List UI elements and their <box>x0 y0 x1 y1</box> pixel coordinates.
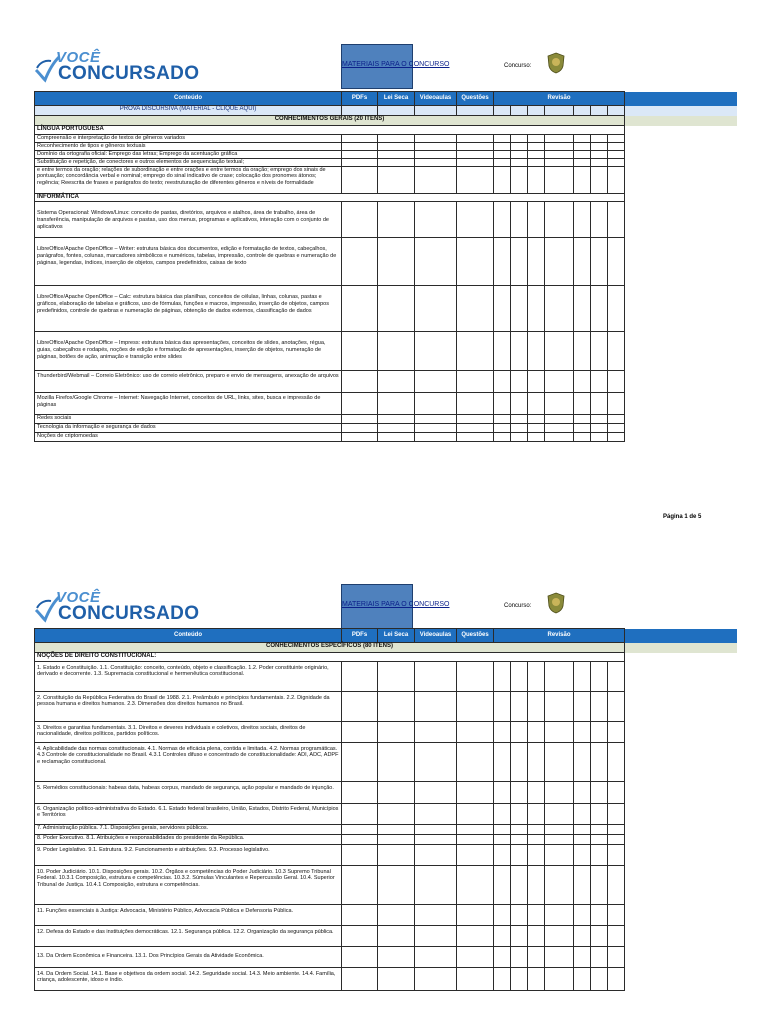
brand-line1: VOCÊ <box>56 589 101 606</box>
topic-cell: 12. Defesa do Estado e das instituições democráticas. 12.1. Segurança pública. 12.2. Organização da segurança pública. <box>35 925 342 946</box>
header-revisao: Revisão <box>494 629 625 643</box>
topic-cell: 2. Constituição da República Federativa do Brasil de 1988. 2.1. Preâmbulo e princípios fundamentais. 2.2. Dignidade da pessoa humana e direitos humanos. 2.3. Dimensões dos direitos humanos no Brasil. <box>35 691 342 721</box>
table-row <box>35 865 737 904</box>
topic-cell: e entre termos da oração; relações de subordinação e entre orações e entre termos da oração; emprego dos sinais de pontuação; concordância verbal e nominal; emprego do sinal indicativo de crase; colocação dos pronomes átonos; regência; Reescrita de frases e parágrafos do texto; reestruturação de diferentes gêneros e níveis de formalidade <box>35 166 342 193</box>
header-lei-seca: Lei Seca <box>378 629 415 643</box>
group-row <box>35 193 737 202</box>
material-link-box[interactable] <box>341 44 450 89</box>
table-row <box>35 415 737 424</box>
table-row <box>35 781 737 803</box>
concurso-label: Concurso: <box>504 63 532 69</box>
section-title-row <box>35 643 737 653</box>
table-row <box>35 834 737 844</box>
table-header-row <box>35 92 737 106</box>
table-row <box>35 433 737 442</box>
table-row <box>35 661 737 691</box>
header-pdfs: PDFs <box>342 629 378 643</box>
table-row <box>35 967 737 990</box>
topic-cell: 10. Poder Judiciário. 10.1. Disposições gerais. 10.2. Órgãos e competências do Poder Judiciário. 10.3 Supremo Tribunal Federal. 10.3.1 Composição, estrutura e competências. 10.3.2. Súmulas Vinculantes e Repercussão Geral. 10.4. Superior Tribunal de Justiça. 10.4.1 Composição, estrutura e competências. <box>35 865 342 904</box>
topic-cell: 1. Estado e Constituição. 1.1. Constituição: conceito, conteúdo, objeto e classificação. 1.2. Poder constituinte originário, derivado e decorrente. 1.3. Supremacia constitucional e hermenêutica constitucional. <box>35 661 342 691</box>
topic-cell: 11. Funções essenciais à Justiça: Advocacia, Ministério Público, Advocacia Pública e Defensoria Pública. <box>35 904 342 925</box>
material-link[interactable]: MATERIAIS PARA O CONCURSO <box>342 601 450 608</box>
table-row <box>35 332 737 371</box>
brand-line2: CONCURSADO <box>58 63 200 84</box>
topic-cell: Mozilla Firefox/Google Chrome – Internet: Navegação Internet, conceitos de URL, links, sites, busca e impressão de páginas <box>35 393 342 415</box>
header-pdfs: PDFs <box>342 92 378 106</box>
table-row <box>35 238 737 286</box>
header-revisao: Revisão <box>494 92 625 106</box>
section-title: CONHECIMENTOS GERAIS (20 ITENS) <box>35 116 625 126</box>
topic-cell: 14. Da Ordem Social. 14.1. Base e objetivos da ordem social. 14.2. Seguridade social. 14.3. Meio ambiente. 14.4. Família, criança, adolescente, idoso e índio. <box>35 967 342 990</box>
table-row <box>35 925 737 946</box>
topic-cell: Substituição e repetição, de conectores e outros elementos de sequenciação textual; <box>35 158 342 166</box>
header-videoaulas: Videoaulas <box>415 629 457 643</box>
badge-emblem-icon <box>547 52 565 74</box>
table-row <box>35 803 737 824</box>
topic-cell: Noções de criptomoedas <box>35 433 342 442</box>
group-name: NOÇÕES DE DIREITO CONSTITUCIONAL: <box>35 653 625 662</box>
badge-emblem-icon <box>547 592 565 614</box>
topic-cell: Compreensão e interpretação de textos de gêneros variados <box>35 134 342 142</box>
content-table-1 <box>34 91 737 442</box>
table-row <box>35 721 737 742</box>
brand-line1: VOCÊ <box>56 49 101 66</box>
page-number: Página 1 de 5 <box>663 514 702 520</box>
table-row <box>35 946 737 967</box>
topic-cell: Tecnologia da informação e segurança de dados <box>35 424 342 433</box>
topic-cell: 3. Direitos e garantias fundamentais. 3.1. Direitos e deveres individuais e coletivos, direitos sociais, direitos de nacionalidade, direitos políticos, partidos políticos. <box>35 721 342 742</box>
content-table-2 <box>34 628 737 991</box>
topic-cell: LibreOffice/Apache OpenOffice – Calc: estrutura básica das planilhas, conceitos de células, linhas, colunas, pastas e gráficos, elaboração de tabelas e gráficos, uso de fórmulas, funções e macros, impressão, inserção de objetos, campos predefinidos, controle de quebras e numeração de páginas, obtenção de dados externos, classificação de dados <box>35 286 342 332</box>
topic-cell: 9. Poder Legislativo. 9.1. Estrutura. 9.2. Funcionamento e atribuições. 9.3. Processo legislativo. <box>35 844 342 865</box>
topic-cell: 7. Administração pública. 7.1. Disposições gerais, servidores públicos. <box>35 824 342 834</box>
topic-cell: 6. Organização político-administrativa do Estado. 6.1. Estado federal brasileiro, União, Estados, Distrito Federal, Municípios e Territórios <box>35 803 342 824</box>
header-lei-seca: Lei Seca <box>378 92 415 106</box>
brand-line2: CONCURSADO <box>58 603 200 624</box>
header-videoaulas: Videoaulas <box>415 92 457 106</box>
table-row <box>35 150 737 158</box>
group-row <box>35 653 737 662</box>
topic-cell: Reconhecimento de tipos e gêneros textuais <box>35 142 342 150</box>
table-row <box>35 202 737 238</box>
topic-cell: Sistema Operacional: Windows/Linux: conceito de pastas, diretórios, arquivos e atalhos, área de trabalho, área de transferência, manipulação de arquivos e pastas, uso dos menus, programas e aplicativos, interação com o conjunto de aplicativos <box>35 202 342 238</box>
group-name: LÍNGUA PORTUGUESA <box>35 126 625 135</box>
topic-cell: LibreOffice/Apache OpenOffice – Impress: estrutura básica das apresentações, conceitos de slides, anotações, régua, guias, cabeçalhos e rodapés, noções de edição e formatação de apresentações, inserção de objetos, numeração de páginas, botões de ação, animação e transição entre slides <box>35 332 342 371</box>
table-row <box>35 904 737 925</box>
topic-cell: LibreOffice/Apache OpenOffice – Writer: estrutura básica dos documentos, edição e formatação de textos, cabeçalhos, parágrafos, fontes, colunas, marcadores simbólicos e numéricos, tabelas, impressão, controle de quebras e numeração de páginas, legendas, índices, inserção de objetos, campos predefinidos, caixas de texto <box>35 238 342 286</box>
header-questoes: Questões <box>457 92 494 106</box>
table-row <box>35 424 737 433</box>
material-link-box[interactable] <box>341 584 450 629</box>
concurso-label: Concurso: <box>504 603 532 609</box>
table-row <box>35 742 737 781</box>
header-conteudo: Conteúdo <box>35 629 342 643</box>
table-row <box>35 824 737 834</box>
table-row <box>35 142 737 150</box>
table-row <box>35 134 737 142</box>
table-row <box>35 166 737 193</box>
table-row <box>35 691 737 721</box>
section-title-row <box>35 116 737 126</box>
table-row <box>35 844 737 865</box>
brand-logo <box>34 50 209 90</box>
header-conteudo: Conteúdo <box>35 92 342 106</box>
section-title: CONHECIMENTOS ESPECÍFICOS (80 ITENS) <box>35 643 625 653</box>
material-link[interactable]: MATERIAIS PARA O CONCURSO <box>342 61 450 68</box>
group-name: INFORMÁTICA <box>35 193 625 202</box>
topic-cell: 5. Remédios constitucionais: habeas data, habeas corpus, mandado de segurança, ação popular e mandado de injunção. <box>35 781 342 803</box>
table-header-row <box>35 629 737 643</box>
table-row <box>35 158 737 166</box>
table-row <box>35 371 737 393</box>
prova-discursiva-row[interactable] <box>35 106 737 116</box>
topic-cell: Domínio da ortografia oficial: Emprego das letras; Emprego da acentuação gráfica <box>35 150 342 158</box>
topic-cell: Redes sociais <box>35 415 342 424</box>
brand-logo <box>34 590 209 630</box>
prova-discursiva-link[interactable]: PROVA DISCURSIVA (MATERIAL - CLIQUE AQUI) <box>35 106 342 116</box>
group-row <box>35 126 737 135</box>
topic-cell: 4. Aplicabilidade das normas constitucionais. 4.1. Normas de eficácia plena, contida e limitada. 4.2. Normas programáticas. 4.3 Controle de constitucionalidade no Brasil. 4.3.1 Controles difuso e concentrado de constitucionalidade: ADI, ADC, ADPF e reclamação constitucional. <box>35 742 342 781</box>
topic-cell: 8. Poder Executivo. 8.1. Atribuições e responsabilidades do presidente da República. <box>35 834 342 844</box>
table-row <box>35 393 737 415</box>
table-row <box>35 286 737 332</box>
header-questoes: Questões <box>457 629 494 643</box>
topic-cell: Thunderbird/Webmail – Correio Eletrônico: uso de correio eletrônico, preparo e envio de mensagens, anexação de arquivos <box>35 371 342 393</box>
topic-cell: 13. Da Ordem Econômica e Financeira. 13.1. Dos Princípios Gerais da Atividade Econômica. <box>35 946 342 967</box>
